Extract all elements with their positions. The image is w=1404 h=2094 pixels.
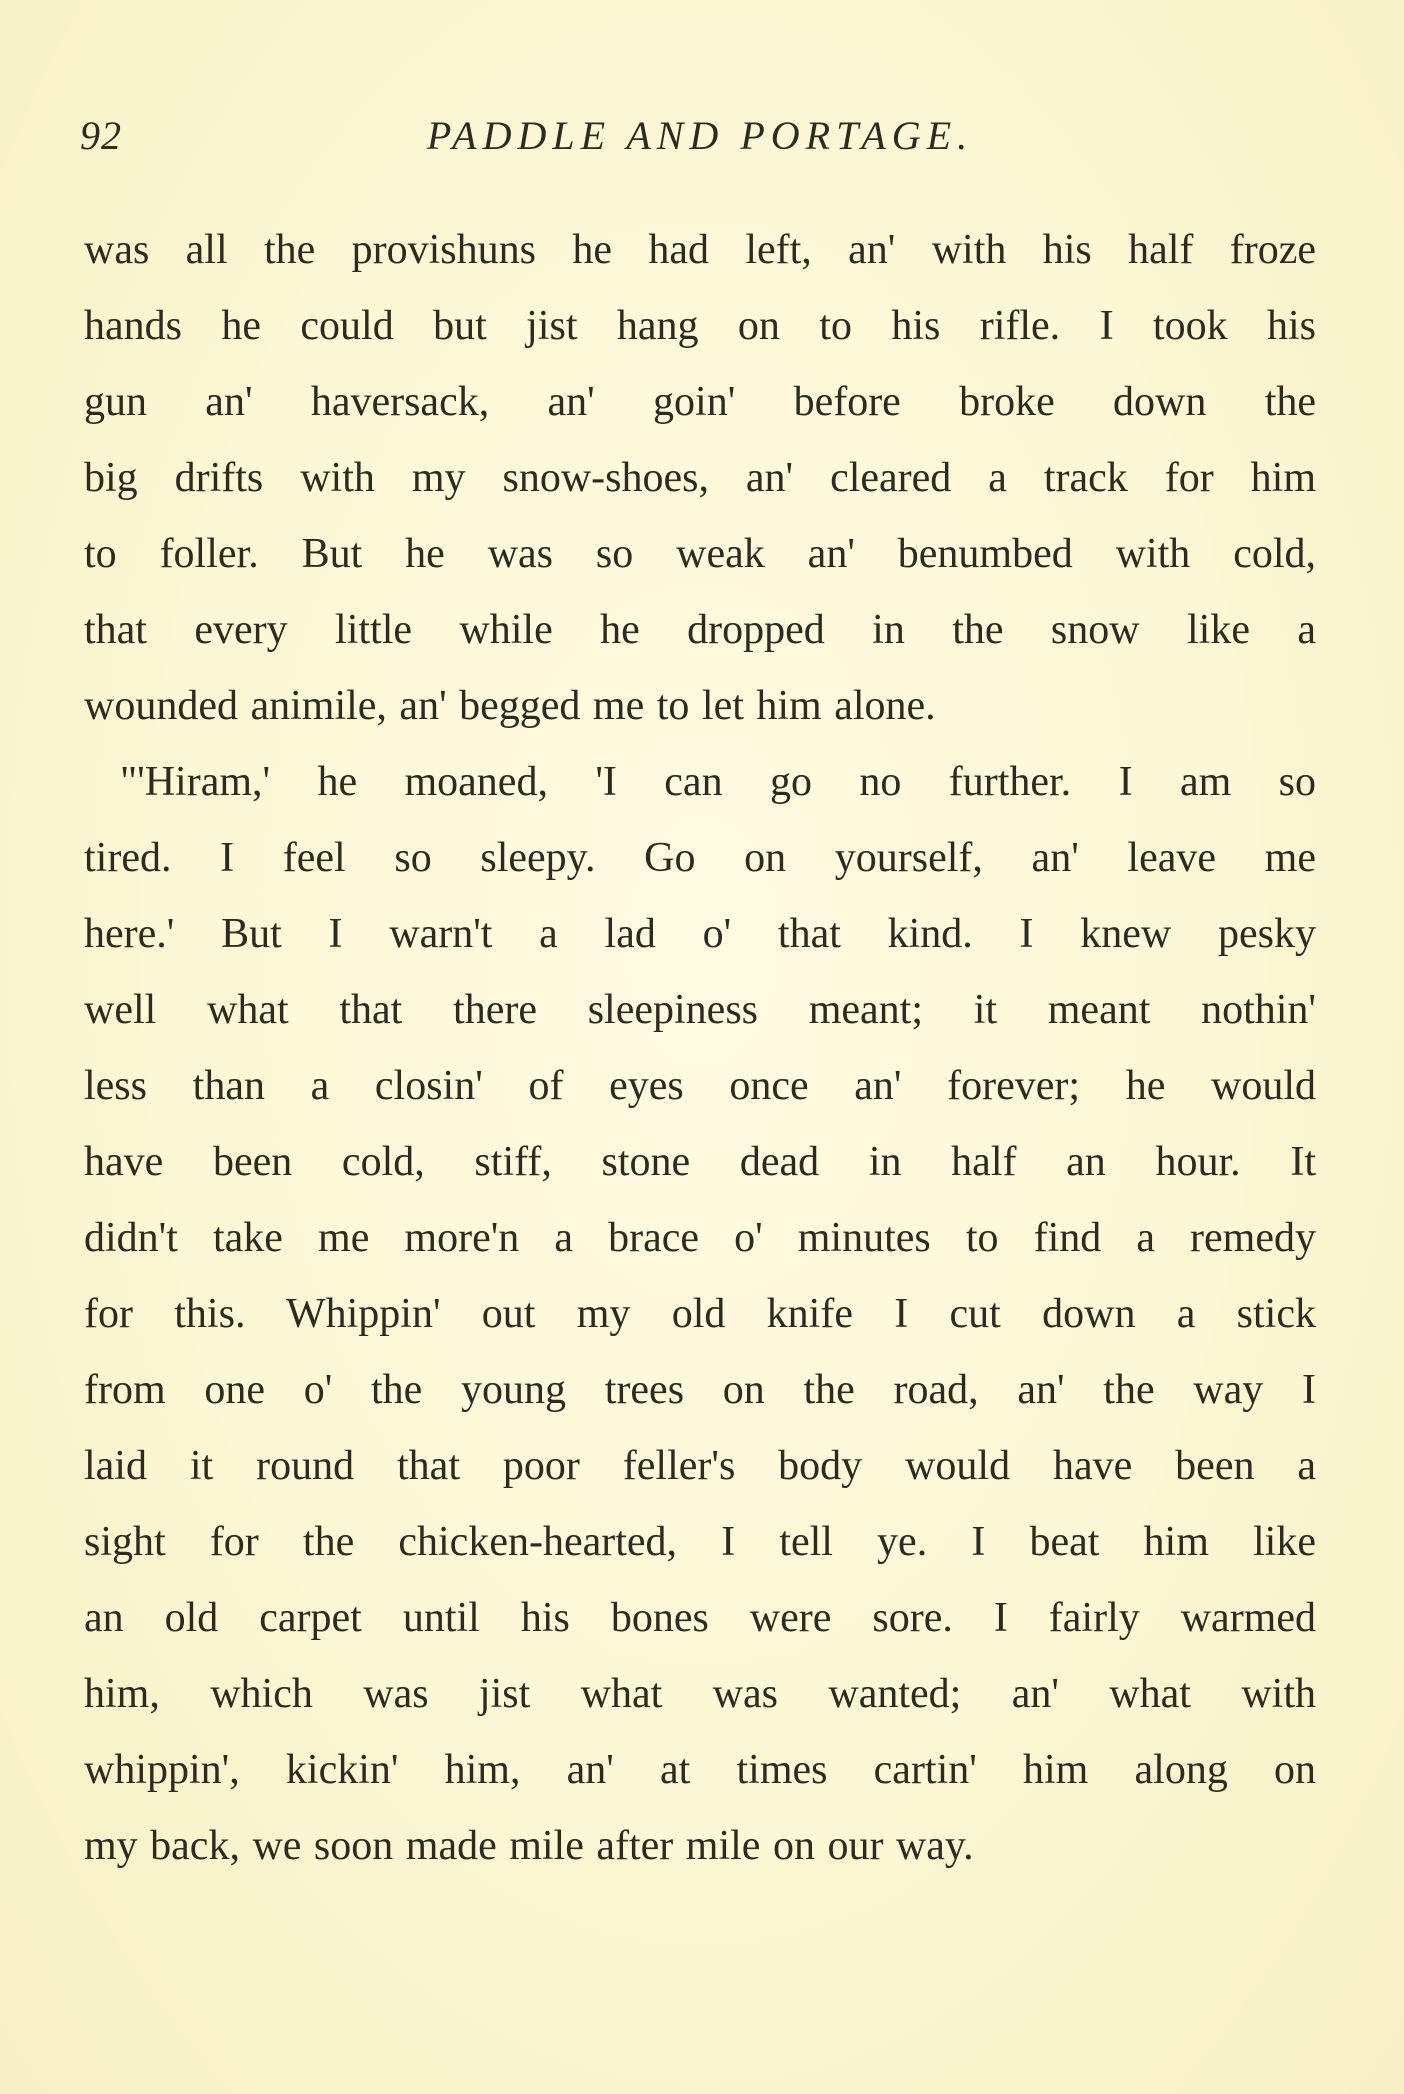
body-text: [84, 212, 1316, 1884]
text-line: to foller. But he was so weak an' benumbed with cold,: [84, 531, 1316, 577]
text-line: laid it round that poor feller's body would have been a: [84, 1443, 1316, 1489]
text-line: my back, we soon made mile after mile on our way.: [84, 1823, 974, 1869]
text-line: here.' But I warn't a lad o' that kind. I knew pesky: [84, 911, 1316, 957]
page-number: 92: [80, 113, 122, 158]
text-line: gun an' haversack, an' goin' before broke down the: [84, 379, 1316, 425]
text-line: sight for the chicken-hearted, I tell ye. I beat him like: [84, 1519, 1316, 1565]
text-line: wounded animile, an' begged me to let him alone.: [84, 683, 936, 729]
text-line: hands he could but jist hang on to his rifle. I took his: [84, 303, 1316, 349]
text-line: him, which was jist what was wanted; an' what with: [84, 1671, 1316, 1717]
text-line: tired. I feel so sleepy. Go on yourself, an' leave me: [84, 835, 1316, 881]
text-line: have been cold, stiff, stone dead in half an hour. It: [84, 1139, 1316, 1185]
text-line: less than a closin' of eyes once an' forever; he would: [84, 1063, 1316, 1109]
text-line: that every little while he dropped in the snow like a: [84, 607, 1316, 653]
text-line: "'Hiram,' he moaned, 'I can go no further. I am so: [120, 759, 1316, 805]
text-line: whippin', kickin' him, an' at times cartin' him along on: [84, 1747, 1316, 1793]
running-head: [80, 112, 1320, 172]
text-line: from one o' the young trees on the road, an' the way I: [84, 1367, 1316, 1413]
text-line: was all the provishuns he had left, an' with his half froze: [84, 227, 1316, 273]
text-line: well what that there sleepiness meant; it meant nothin': [84, 987, 1316, 1033]
text-line: didn't take me more'n a brace o' minutes to find a remedy: [84, 1215, 1316, 1261]
text-line: for this. Whippin' out my old knife I cut down a stick: [84, 1291, 1316, 1337]
text-line: an old carpet until his bones were sore. I fairly warmed: [84, 1595, 1316, 1641]
running-title: PADDLE AND PORTAGE.: [426, 113, 974, 158]
text-line: big drifts with my snow-shoes, an' cleared a track for him: [84, 455, 1316, 501]
